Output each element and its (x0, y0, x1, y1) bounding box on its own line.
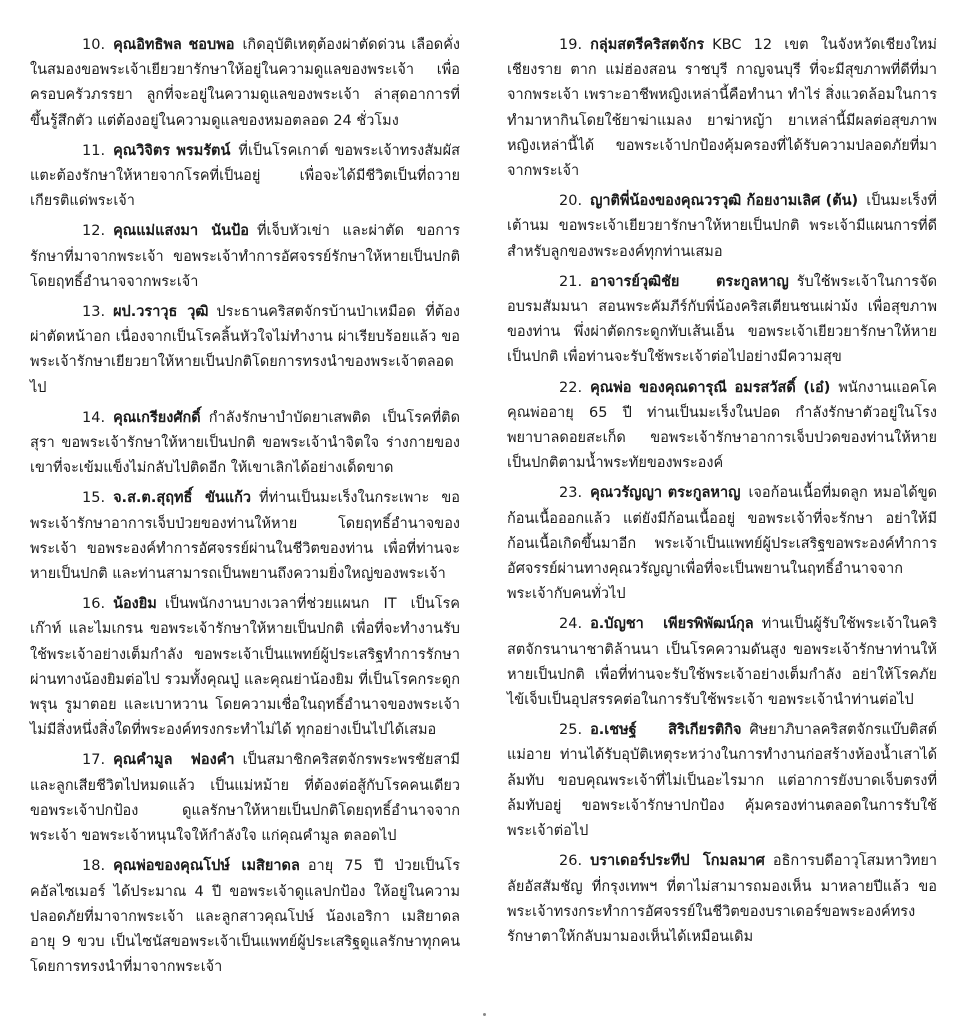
entry-person-name: คุณอิทธิพล ชอบพอ (113, 37, 235, 53)
entry-number: 20. (559, 193, 583, 210)
entry-person-name: น้องยิม (113, 596, 157, 613)
entry-person-name: จ.ส.ต.สุฤทธิ์ ขันแก้ว (113, 490, 252, 507)
entry-text: ที่ท่านเป็นมะเร็งในกระเพาะ ขอพระเจ้ารักษาอาการเจ็บป่วยของท่านให้หาย โดยฤทธิ์อำนาจของพระเจ้า ขอพระองค์ทำการอัศจรรย์ผ่านในชีวิตของท่าน เพื่อที่ท่านจะหายเป็นปกติ และท่านสามารถเป็นพยานถึงความยิ่งใหญ่ของพระเจ้า (30, 490, 460, 583)
entry-text: ประธานคริสตจักรบ้านป่าเหมือด ที่ต้องผ่าตัดหน้าอก เนื่องจากเป็นโรคลิ้นหัวใจไม่ทำงาน ผ่าเรียบร้อยแล้ว ขอพระเจ้ารักษาเยียวยาให้หายเป็นปกติโดยการทรงนำของพระเจ้าตลอดไป (30, 304, 460, 396)
prayer-entry (507, 718, 937, 844)
prayer-entry (507, 481, 937, 607)
entry-number: 22. (559, 379, 583, 396)
prayer-entry (507, 376, 937, 477)
entry-person-name: คุณวิจิตร พรมรัตน์ (113, 142, 231, 159)
entry-number: 15. (82, 490, 106, 507)
entry-text: ที่เจ็บหัวเข่า และผ่าตัด ขอการรักษาที่มาจากพระเจ้า ขอพระเจ้าทำการอัศจรรย์รักษาให้หายเป็นปกติ โดยฤทธิ์อำนาจจากพระเจ้า (30, 223, 460, 290)
entry-text: ที่เป็นโรคเกาต์ ขอพระเจ้าทรงสัมผัสแตะต้องรักษาให้หายจากโรคที่เป็นอยู่ เพื่อจะได้มีชีวิตเป็นที่ถวายเกียรติแด่พระเจ้า (30, 142, 460, 210)
entry-number: 13. (82, 304, 106, 321)
entry-person-name: คุณแม่แสงมา นันป้อ (113, 223, 249, 240)
entry-number: 12. (82, 223, 106, 240)
entry-number: 25. (559, 722, 583, 739)
entry-number: 11. (82, 142, 106, 159)
entry-text: กำลังรักษาบำบัดยาเสพติด เป็นโรคที่ติดสุรา ขอพระเจ้ารักษาให้หายเป็นปกติ ขอพระเจ้านำจิตใจ ร่างกายของเขาที่จะเข้มแข็งไม่กลับไปติดอีก ให้เขาเลิกได้อย่างเด็ดขาด (30, 409, 460, 477)
entry-text: ท่านเป็นผู้รับใช้พระเจ้าในคริสตจักรนานาชาติล้านนา เป็นโรคความดันสูง ขอพระเจ้ารักษาท่านให้หายเป็นปกติ เพื่อที่ท่านจะรับใช้พระเจ้าอย่างเต็มกำลัง อย่าให้โรคภัยไข้เจ็บเป็นอุปสรรคต่อในการรับใช้พระเจ้า ขอพระเจ้านำท่านต่อไป (507, 616, 937, 709)
prayer-entry (30, 592, 460, 743)
entry-person-name: อาจารย์วุฒิชัย ตระกูลหาญ (590, 273, 789, 290)
prayer-entry (507, 612, 937, 713)
entry-number: 23. (559, 485, 583, 502)
entry-person-name: คุณวรัญญา ตระกูลหาญ (590, 485, 741, 502)
right-column (507, 33, 937, 955)
entry-number: 10. (82, 37, 106, 53)
prayer-entry (30, 406, 460, 482)
entry-text: อายุ 75 ปี ป่วยเป็นโรคอัลไซเมอร์ ได้ประมาณ 4 ปี ขอพระเจ้าดูแลปกป้อง ให้อยู่ในความปลอดภัยที่มาจากพระเจ้า และลูกสาวคุณโปษ์ น้องเอริกา เมสิยาดล อายุ 9 ขวบ เป็นไซนัสขอพระเจ้าเป็นแพทย์ผู้ประเสริฐดูแลรักษาทุกคน โดยการทรงนำที่มาจากพระเจ้า (30, 858, 460, 976)
entry-person-name: คุณพ่อ ของคุณดารุณี อมรสวัสดิ์ (เอ๋) (590, 379, 831, 396)
entry-person-name: คุณพ่อของคุณโปษ์ เมสิยาดล (113, 858, 300, 875)
entry-number: 21. (559, 273, 583, 290)
prayer-entry (507, 189, 937, 265)
prayer-entry (30, 139, 460, 215)
prayer-entry (30, 300, 460, 401)
prayer-entry (30, 219, 460, 295)
prayer-entry (507, 33, 937, 184)
entry-text: เกิดอุบัติเหตุต้องผ่าตัดด่วน เลือดคั่งในสมองขอพระเจ้าเยียวยารักษาให้อยู่ในความดูแลของพระเจ้า เพื่อครอบครัวภรรยา ลูกที่จะอยู่ในความดูแลของพระเจ้า ล่าสุดอาการที่ขึ้นรู้สึกตัว แต่ต้องอยู่ในความดูแลของหมอตลอด 24 ชั่วโมง (30, 37, 460, 129)
entry-number: 16. (82, 596, 106, 613)
entry-number: 26. (559, 853, 583, 870)
entry-text: KBC 12 เขต ในจังหวัดเชียงใหม่ เชียงราย ตาก แม่ฮ่องสอน ราชบุรี กาญจนบุรี ที่จะมีสุขภาพที่ดีที่มาจากพระเจ้า เพราะอาชีพหญิงเหล่านี้คือทำนา ทำไร่ สิ่งแวดล้อมในการทำมาหากินโดยใช้ยาฆ่าแมลง ยาฆ่าหญ้า ยาเหล่านี้มีผลต่อสุขภาพหญิงเหล่านี้ได้ ขอพระเจ้าปกป้องคุ้มครองที่ได้รับความปลอดภัยที่มาจากพระเจ้า (507, 37, 937, 180)
entry-text: เป็นสมาชิกคริสตจักรพระพรชัยสามีและลูกเสียชีวิตไปหมดแล้ว เป็นแม่หม้าย ที่ต้องต่อสู้กับโรคคนเดียว ขอพระเจ้าปกป้อง ดูแลรักษาให้หายเป็นปกติโดยฤทธิ์อำนาจจากพระเจ้า ขอพระเจ้าหนุนใจให้กำลังใจ แก่คุณคำมูล ตลอดไป (30, 752, 460, 845)
entry-text: ศิษยาภิบาลคริสตจักรแบ๊บติสต์แม่อาย ท่านได้รับอุบัติเหตุระหว่างในการทำงานก่อสร้างห้องน้ำเสาได้ล้มทับ ขอบคุณพระเจ้าที่ไม่เป็นอะไรมาก แต่อาการยังบาดเจ็บตรงที่ล้มทับอยู่ ขอพระเจ้ารักษาปกป้อง คุ้มครองท่านตลอดในการรับใช้พระเจ้าต่อไป (507, 722, 937, 840)
entry-person-name: กลุ่มสตรีคริสตจักร (590, 37, 705, 53)
page-footer-mark (483, 1013, 486, 1016)
entry-text: เป็นพนักงานบางเวลาที่ช่วยแผนก IT เป็นโรคเก๊าท์ และไมเกรน ขอพระเจ้ารักษาให้หายเป็นปกติ เพื่อที่จะทำงานรับใช้พระเจ้าอย่างเต็มกำลัง ขอพระเจ้าเป็นแพทย์ผู้ประเสริฐทำการรักษาผ่านทางน้องยิมต่อไป รวมทั้งคุณปู่ และคุณย่าน้องยิม ที่เป็นโรคกระดูกพรุน รูมาตอย และเบาหวาน โดยความเชื่อในฤทธิ์อำนาจของพระเจ้าไม่มีสิ่งหนึ่งสิ่งใดที่พระองค์ทรงกระทำไม่ได้ ทุกอย่างเป็นไปได้เสมอ (30, 596, 460, 739)
entry-text: อธิการบดีอาวุโสมหาวิทยาลัยอัสสัมชัญ ที่กรุงเทพฯ ที่ตาไม่สามารถมองเห็น มาหลายปีแล้ว ขอพระเจ้าทรงกระทำการอัศจรรย์ในชีวิตของบราเดอร์ขอพระองค์ทรงรักษาตาให้กลับมามองเห็นได้เหมือนเดิม (507, 853, 937, 945)
entry-text: พนักงานแอคโค คุณพ่ออายุ 65 ปี ท่านเป็นมะเร็งในปอด กำลังรักษาตัวอยู่ในโรงพยาบาลดอยสะเก็ด ขอพระเจ้ารักษาอาการเจ็บปวดของท่านให้หายเป็นปกติตามน้ำพระทัยของพระองค์ (507, 379, 937, 472)
prayer-entry (507, 849, 937, 950)
entry-person-name: บราเดอร์ประทีป โกมลมาศ (590, 853, 765, 870)
prayer-entry (507, 270, 937, 371)
entry-person-name: ผป.วราวุธ วุฒิ (113, 304, 209, 321)
entry-number: 14. (82, 409, 106, 426)
entry-text: เจอก้อนเนื้อที่มดลูก หมอได้ขูดก้อนเนื้อออกแล้ว แต่ยังมีก้อนเนื้ออยู่ ขอพระเจ้าที่จะรักษา อย่าให้มีก้อนเนื้อเกิดขึ้นมาอีก พระเจ้าเป็นแพทย์ผู้ประเสริฐขอพระองค์ทำการอัศจรรย์ผ่านทางคุณวรัญญาเพื่อที่จะเป็นพยานในฤทธิ์อำนาจจากพระเจ้ากับคนทั่วไป (507, 485, 937, 603)
prayer-entry (30, 33, 460, 134)
entry-number: 24. (559, 616, 583, 633)
prayer-entry (30, 748, 460, 849)
entry-person-name: คุณคำมูล ฟองคำ (113, 752, 235, 769)
entry-number: 19. (559, 37, 583, 53)
entry-person-name: อ.บัญชา เพียรพิพัฒน์กุล (590, 616, 754, 633)
prayer-entry (30, 486, 460, 587)
prayer-entry (30, 854, 460, 980)
entry-number: 18. (82, 858, 106, 875)
entry-text: เป็นมะเร็งที่เต้านม ขอพระเจ้าเยียวยารักษาให้หายเป็นปกติ พระเจ้ามีแผนการที่ดีสำหรับลูกของพระองค์ทุกท่านเสมอ (507, 193, 937, 260)
left-column (30, 33, 460, 985)
entry-text: รับใช้พระเจ้าในการจัดอบรมสัมมนา สอนพระคัมภีร์กับพี่น้องคริสเตียนชนเผ่าม้ง เพื่อสุขภาพของท่าน พึ่งผ่าตัดกระดูกทับเส้นเอ็น ขอพระเจ้าเยียวยารักษาให้หายเป็นปกติ เพื่อท่านจะรับใช้พระเจ้าต่อไปอย่างมีความสุข (507, 273, 937, 366)
entry-person-name: อ.เชษฐ์ สิริเกียรติกิจ (590, 722, 742, 739)
entry-number: 17. (82, 752, 106, 769)
entry-person-name: คุณเกรียงศักดิ์ (113, 409, 201, 426)
entry-person-name: ญาติพี่น้องของคุณวรวุฒิ ก้อยงามเลิศ (ต้น) (590, 193, 859, 210)
